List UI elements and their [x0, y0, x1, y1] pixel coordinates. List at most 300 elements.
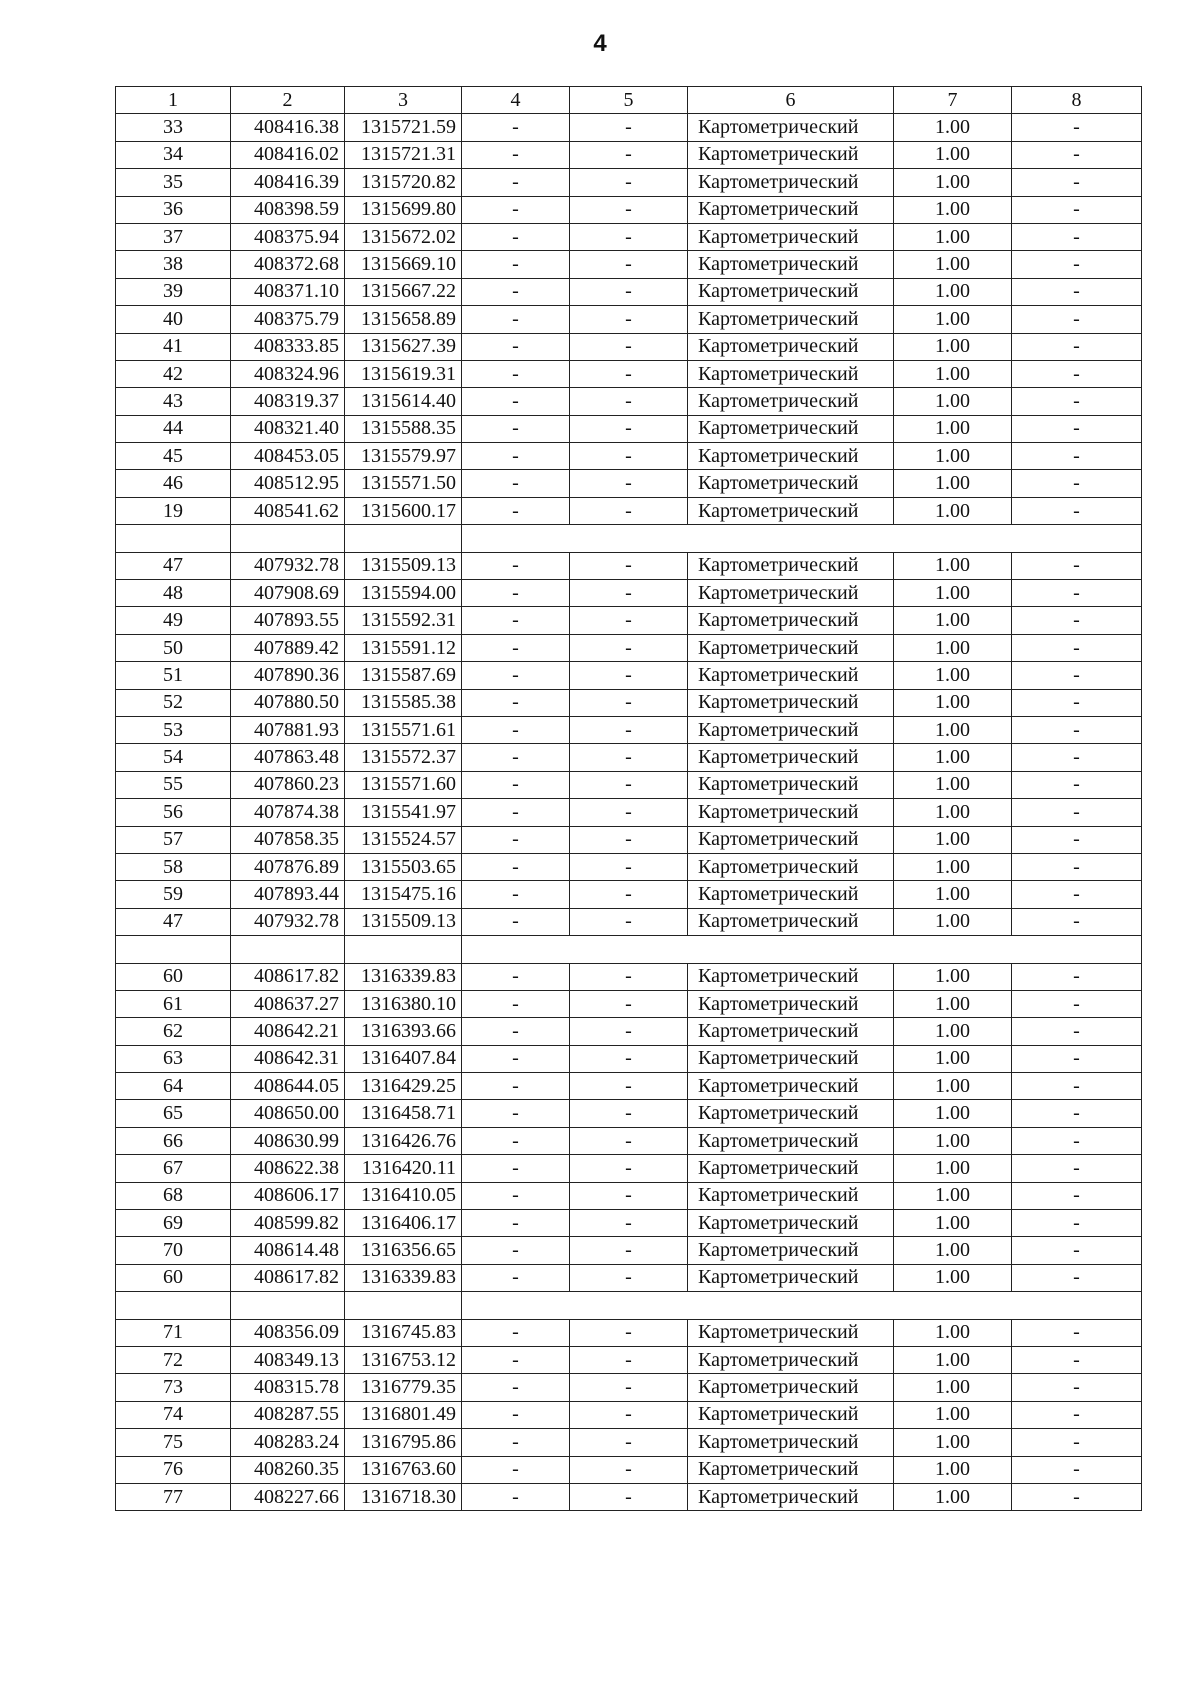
table-cell: 36	[116, 196, 231, 223]
table-cell: 1.00	[894, 689, 1012, 716]
table-cell: 1.00	[894, 1456, 1012, 1483]
table-cell: -	[1012, 1401, 1142, 1428]
table-cell: 408287.55	[231, 1401, 345, 1428]
table-cell: 1.00	[894, 360, 1012, 387]
table-row	[116, 1237, 1142, 1264]
table-cell: 1.00	[894, 1401, 1012, 1428]
table-cell: 53	[116, 716, 231, 743]
table-cell: 407890.36	[231, 662, 345, 689]
table-cell: Картометрический	[688, 689, 894, 716]
table-cell: -	[462, 1237, 570, 1264]
table-cell: 1315588.35	[345, 415, 462, 442]
table-cell: Картометрический	[688, 1182, 894, 1209]
table-row	[116, 1374, 1142, 1401]
table-cell: 1316339.83	[345, 963, 462, 990]
table-cell: 1315503.65	[345, 853, 462, 880]
table-cell: -	[462, 634, 570, 661]
table-row	[116, 443, 1142, 470]
table-cell: 1.00	[894, 1045, 1012, 1072]
table-cell: -	[1012, 1237, 1142, 1264]
table-cell: 1.00	[894, 634, 1012, 661]
table-cell: 55	[116, 771, 231, 798]
table-cell: -	[570, 443, 688, 470]
table-cell: -	[1012, 908, 1142, 935]
table-cell: -	[462, 141, 570, 168]
table-cell: 1.00	[894, 744, 1012, 771]
table-cell: -	[570, 1401, 688, 1428]
table-cell: -	[1012, 1429, 1142, 1456]
table-cell: Картометрический	[688, 169, 894, 196]
table-cell: -	[570, 1346, 688, 1373]
table-row	[116, 716, 1142, 743]
table-row	[116, 333, 1142, 360]
table-cell: -	[1012, 1210, 1142, 1237]
table-cell: -	[570, 908, 688, 935]
table-row	[116, 908, 1142, 935]
table-cell: 68	[116, 1182, 231, 1209]
table-row	[116, 580, 1142, 607]
table-cell: -	[570, 1155, 688, 1182]
table-cell: 1316407.84	[345, 1045, 462, 1072]
table-cell: 1.00	[894, 580, 1012, 607]
table-row	[116, 1155, 1142, 1182]
table-cell: Картометрический	[688, 963, 894, 990]
table-cell: -	[1012, 1127, 1142, 1154]
table-cell: 408642.21	[231, 1018, 345, 1045]
table-cell: 407893.44	[231, 881, 345, 908]
table-cell: Картометрический	[688, 141, 894, 168]
table-cell: 45	[116, 443, 231, 470]
table-cell: Картометрический	[688, 771, 894, 798]
table-cell: Картометрический	[688, 1429, 894, 1456]
table-cell: -	[462, 1264, 570, 1291]
table-cell: 47	[116, 552, 231, 579]
table-cell: 58	[116, 853, 231, 880]
table-row	[116, 223, 1142, 250]
table-cell: 407881.93	[231, 716, 345, 743]
table-cell: -	[462, 223, 570, 250]
table-cell: -	[1012, 1073, 1142, 1100]
table-row	[116, 1401, 1142, 1428]
table-row	[116, 634, 1142, 661]
table-row	[116, 141, 1142, 168]
table-row	[116, 114, 1142, 141]
table-cell: 1.00	[894, 1155, 1012, 1182]
column-header-8: 8	[1012, 87, 1142, 114]
table-row	[116, 360, 1142, 387]
table-row	[116, 251, 1142, 278]
table-cell: 408541.62	[231, 497, 345, 524]
column-header-3: 3	[345, 87, 462, 114]
table-cell: -	[462, 251, 570, 278]
table-cell: 408617.82	[231, 1264, 345, 1291]
table-cell: 1315658.89	[345, 306, 462, 333]
table-cell: 73	[116, 1374, 231, 1401]
table-cell: 408644.05	[231, 1073, 345, 1100]
table-cell: -	[570, 826, 688, 853]
table-cell: 1.00	[894, 251, 1012, 278]
table-cell: 408599.82	[231, 1210, 345, 1237]
table-cell: 1.00	[894, 1429, 1012, 1456]
table-cell: -	[462, 1346, 570, 1373]
table-cell: -	[570, 881, 688, 908]
table-cell: 1316406.17	[345, 1210, 462, 1237]
table-cell: 1315669.10	[345, 251, 462, 278]
table-cell: -	[462, 826, 570, 853]
table-cell: -	[570, 306, 688, 333]
table-cell: -	[462, 360, 570, 387]
table-cell: -	[462, 196, 570, 223]
table-cell: 407932.78	[231, 552, 345, 579]
table-cell: -	[570, 333, 688, 360]
table-cell: Картометрический	[688, 716, 894, 743]
table-row	[116, 1127, 1142, 1154]
table-cell: 408453.05	[231, 443, 345, 470]
table-cell: -	[462, 744, 570, 771]
table-cell: -	[1012, 1374, 1142, 1401]
table-cell: -	[1012, 771, 1142, 798]
table-cell: -	[1012, 169, 1142, 196]
table-cell: 70	[116, 1237, 231, 1264]
table-cell: Картометрический	[688, 1264, 894, 1291]
table-cell: 51	[116, 662, 231, 689]
table-cell: -	[570, 1210, 688, 1237]
table-cell: -	[570, 497, 688, 524]
table-cell: 46	[116, 470, 231, 497]
table-cell: Картометрический	[688, 223, 894, 250]
table-cell: Картометрический	[688, 1045, 894, 1072]
table-cell: 1316779.35	[345, 1374, 462, 1401]
table-cell: Картометрический	[688, 443, 894, 470]
table-cell: Картометрический	[688, 744, 894, 771]
table-cell: 1.00	[894, 497, 1012, 524]
coordinates-table	[115, 86, 1142, 1511]
table-cell: -	[462, 908, 570, 935]
table-cell: 407908.69	[231, 580, 345, 607]
table-cell: 1.00	[894, 716, 1012, 743]
table-cell: Картометрический	[688, 1100, 894, 1127]
table-cell: -	[570, 415, 688, 442]
table-cell: 1.00	[894, 799, 1012, 826]
table-row	[116, 415, 1142, 442]
table-cell: 408650.00	[231, 1100, 345, 1127]
table-cell: -	[462, 799, 570, 826]
table-cell: 1.00	[894, 1100, 1012, 1127]
table-cell: 1.00	[894, 1018, 1012, 1045]
table-cell: 54	[116, 744, 231, 771]
table-cell: 408356.09	[231, 1319, 345, 1346]
table-cell: 407863.48	[231, 744, 345, 771]
table-cell: -	[1012, 552, 1142, 579]
table-cell: 1315475.16	[345, 881, 462, 908]
table-cell: -	[1012, 223, 1142, 250]
table-cell: Картометрический	[688, 360, 894, 387]
table-cell: Картометрический	[688, 607, 894, 634]
table-cell: 407932.78	[231, 908, 345, 935]
table-cell: Картометрический	[688, 1346, 894, 1373]
table-cell: Картометрический	[688, 1127, 894, 1154]
table-cell: Картометрический	[688, 1210, 894, 1237]
table-cell: 1.00	[894, 169, 1012, 196]
table-cell: -	[1012, 415, 1142, 442]
table-cell: -	[1012, 1456, 1142, 1483]
table-cell: 59	[116, 881, 231, 908]
table-row	[116, 799, 1142, 826]
table-cell: 408512.95	[231, 470, 345, 497]
table-cell: 1316393.66	[345, 1018, 462, 1045]
section-separator-row	[116, 1292, 1142, 1319]
table-cell: -	[462, 415, 570, 442]
separator-cell	[345, 1292, 462, 1319]
table-cell: 1316410.05	[345, 1182, 462, 1209]
table-cell: -	[462, 1401, 570, 1428]
table-cell: -	[462, 1429, 570, 1456]
table-cell: -	[570, 716, 688, 743]
table-cell: 37	[116, 223, 231, 250]
table-row	[116, 1210, 1142, 1237]
table-cell: 408260.35	[231, 1456, 345, 1483]
table-cell: 1.00	[894, 1319, 1012, 1346]
table-cell: 49	[116, 607, 231, 634]
table-cell: -	[462, 1319, 570, 1346]
table-cell: 1.00	[894, 196, 1012, 223]
table-cell: Картометрический	[688, 278, 894, 305]
table-cell: Картометрический	[688, 1237, 894, 1264]
table-cell: 408227.66	[231, 1483, 345, 1510]
table-cell: -	[570, 114, 688, 141]
table-cell: -	[462, 1483, 570, 1510]
table-cell: Картометрический	[688, 196, 894, 223]
table-cell: 69	[116, 1210, 231, 1237]
table-cell: -	[570, 1374, 688, 1401]
table-cell: Картометрический	[688, 114, 894, 141]
table-cell: -	[462, 278, 570, 305]
table-row	[116, 1456, 1142, 1483]
table-cell: 1.00	[894, 1483, 1012, 1510]
table-cell: Картометрический	[688, 333, 894, 360]
table-cell: -	[1012, 141, 1142, 168]
column-header-7: 7	[894, 87, 1012, 114]
table-cell: 1.00	[894, 333, 1012, 360]
table-cell: 1.00	[894, 415, 1012, 442]
table-cell: -	[570, 360, 688, 387]
table-cell: 1315509.13	[345, 908, 462, 935]
table-cell: 77	[116, 1483, 231, 1510]
table-row	[116, 306, 1142, 333]
table-cell: 408375.94	[231, 223, 345, 250]
table-cell: -	[1012, 1045, 1142, 1072]
table-cell: 1316426.76	[345, 1127, 462, 1154]
table-cell: -	[1012, 1155, 1142, 1182]
table-cell: 60	[116, 1264, 231, 1291]
table-cell: 57	[116, 826, 231, 853]
table-cell: 1316801.49	[345, 1401, 462, 1428]
table-cell: 1315619.31	[345, 360, 462, 387]
table-row	[116, 881, 1142, 908]
table-cell: 48	[116, 580, 231, 607]
table-cell: -	[570, 634, 688, 661]
section-separator-row	[116, 936, 1142, 963]
table-cell: 408630.99	[231, 1127, 345, 1154]
table-cell: 1.00	[894, 278, 1012, 305]
table-cell: 62	[116, 1018, 231, 1045]
table-cell: 407876.89	[231, 853, 345, 880]
table-cell: Картометрический	[688, 1319, 894, 1346]
table-cell: 33	[116, 114, 231, 141]
table-cell: 1315720.82	[345, 169, 462, 196]
table-cell: -	[1012, 826, 1142, 853]
table-cell: 408416.38	[231, 114, 345, 141]
table-cell: 63	[116, 1045, 231, 1072]
table-row	[116, 744, 1142, 771]
table-cell: -	[570, 1045, 688, 1072]
table-cell: -	[570, 1456, 688, 1483]
table-cell: -	[1012, 580, 1142, 607]
table-cell: 408371.10	[231, 278, 345, 305]
table-cell: -	[462, 1045, 570, 1072]
table-row	[116, 1483, 1142, 1510]
separator-cell	[462, 525, 1142, 552]
table-cell: -	[462, 443, 570, 470]
table-cell: 1315509.13	[345, 552, 462, 579]
table-cell: -	[1012, 1264, 1142, 1291]
table-cell: Картометрический	[688, 1374, 894, 1401]
table-cell: Картометрический	[688, 799, 894, 826]
table-cell: -	[570, 1127, 688, 1154]
table-cell: 1.00	[894, 908, 1012, 935]
table-cell: 1.00	[894, 771, 1012, 798]
table-cell: -	[1012, 853, 1142, 880]
table-cell: 408283.24	[231, 1429, 345, 1456]
table-cell: -	[570, 1429, 688, 1456]
table-cell: -	[1012, 278, 1142, 305]
table-row	[116, 1018, 1142, 1045]
table-cell: -	[570, 1483, 688, 1510]
table-cell: 1.00	[894, 388, 1012, 415]
table-row	[116, 1346, 1142, 1373]
table-cell: 1.00	[894, 552, 1012, 579]
table-cell: 408622.38	[231, 1155, 345, 1182]
table-row	[116, 1429, 1142, 1456]
table-cell: 1316753.12	[345, 1346, 462, 1373]
separator-cell	[345, 936, 462, 963]
table-cell: 75	[116, 1429, 231, 1456]
table-cell: 408617.82	[231, 963, 345, 990]
table-cell: 1.00	[894, 141, 1012, 168]
column-header-1: 1	[116, 87, 231, 114]
separator-cell	[345, 525, 462, 552]
table-cell: 1315571.50	[345, 470, 462, 497]
table-cell: -	[1012, 1346, 1142, 1373]
table-cell: -	[570, 1319, 688, 1346]
table-cell: 40	[116, 306, 231, 333]
table-cell: 1315667.22	[345, 278, 462, 305]
table-cell: -	[1012, 634, 1142, 661]
table-cell: -	[570, 963, 688, 990]
table-cell: 1.00	[894, 963, 1012, 990]
table-cell: 44	[116, 415, 231, 442]
table-cell: -	[462, 963, 570, 990]
table-cell: 408324.96	[231, 360, 345, 387]
table-cell: 1.00	[894, 826, 1012, 853]
table-cell: 19	[116, 497, 231, 524]
table-cell: -	[570, 1073, 688, 1100]
table-cell: -	[462, 1100, 570, 1127]
table-cell: -	[462, 607, 570, 634]
table-cell: -	[462, 169, 570, 196]
table-cell: -	[570, 278, 688, 305]
table-cell: -	[1012, 443, 1142, 470]
table-cell: -	[1012, 963, 1142, 990]
table-cell: 1.00	[894, 443, 1012, 470]
table-cell: 1315592.31	[345, 607, 462, 634]
table-cell: 1315600.17	[345, 497, 462, 524]
table-cell: Картометрический	[688, 306, 894, 333]
table-cell: 1316763.60	[345, 1456, 462, 1483]
table-cell: 39	[116, 278, 231, 305]
table-cell: -	[1012, 881, 1142, 908]
table-row	[116, 771, 1142, 798]
column-header-5: 5	[570, 87, 688, 114]
table-row	[116, 1073, 1142, 1100]
table-cell: Картометрический	[688, 388, 894, 415]
table-cell: -	[1012, 689, 1142, 716]
table-cell: 1.00	[894, 853, 1012, 880]
table-cell: 1.00	[894, 306, 1012, 333]
table-cell: 41	[116, 333, 231, 360]
table-cell: 72	[116, 1346, 231, 1373]
table-cell: -	[462, 689, 570, 716]
table-cell: -	[570, 169, 688, 196]
table-cell: -	[570, 990, 688, 1017]
table-cell: Картометрический	[688, 415, 894, 442]
table-cell: Картометрический	[688, 1155, 894, 1182]
table-cell: -	[462, 306, 570, 333]
table-cell: -	[570, 388, 688, 415]
table-cell: -	[570, 1264, 688, 1291]
table-cell: 56	[116, 799, 231, 826]
table-cell: -	[570, 141, 688, 168]
table-cell: 60	[116, 963, 231, 990]
section-separator-row	[116, 525, 1142, 552]
table-cell: -	[462, 1155, 570, 1182]
table-cell: 408375.79	[231, 306, 345, 333]
table-cell: Картометрический	[688, 1401, 894, 1428]
table-cell: Картометрический	[688, 1483, 894, 1510]
table-cell: -	[1012, 662, 1142, 689]
table-cell: -	[1012, 716, 1142, 743]
table-cell: 1.00	[894, 1182, 1012, 1209]
table-cell: -	[1012, 497, 1142, 524]
table-cell: -	[570, 853, 688, 880]
separator-cell	[231, 936, 345, 963]
table-cell: -	[1012, 607, 1142, 634]
table-cell: Картометрический	[688, 470, 894, 497]
table-cell: 407858.35	[231, 826, 345, 853]
table-cell: 1315585.38	[345, 689, 462, 716]
table-cell: -	[570, 1182, 688, 1209]
table-cell: -	[462, 580, 570, 607]
table-cell: 47	[116, 908, 231, 935]
table-cell: -	[570, 799, 688, 826]
table-cell: -	[462, 853, 570, 880]
table-cell: 1316380.10	[345, 990, 462, 1017]
table-cell: 1315587.69	[345, 662, 462, 689]
table-cell: 74	[116, 1401, 231, 1428]
table-row	[116, 1045, 1142, 1072]
table-cell: -	[462, 662, 570, 689]
table-cell: -	[462, 1374, 570, 1401]
